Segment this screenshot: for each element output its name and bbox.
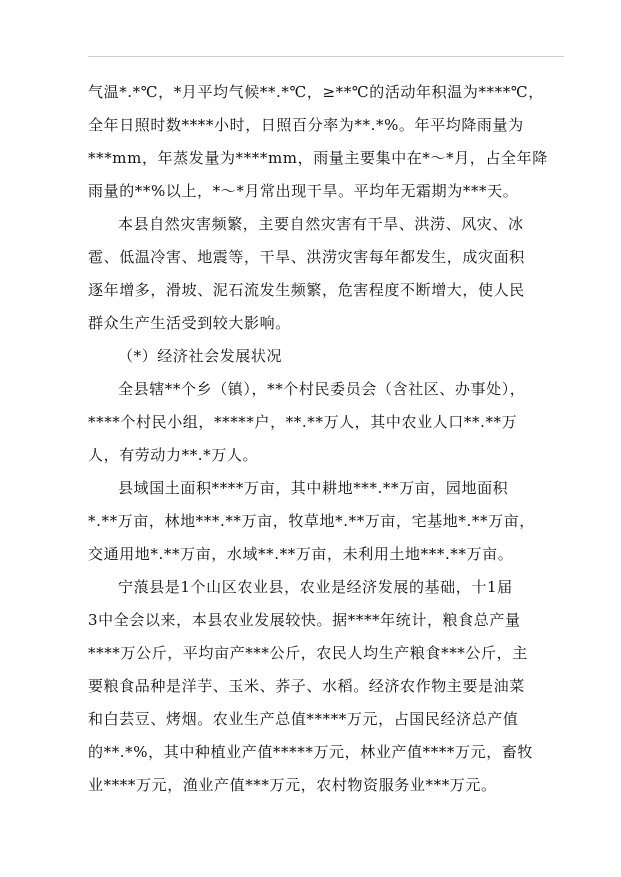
text-line: 3中全会以来，本县农业发展较快。据****年统计，粮食总产量 <box>88 611 521 629</box>
text-line: 县域国土面积****万亩，其中耕地***.**万亩，园地面积 <box>118 479 509 497</box>
text-line: 人，有劳动力**.*万人。 <box>88 446 259 464</box>
text-line: 本县自然灾害频繁，主要自然灾害有干旱、洪涝、风灾、冰 <box>118 215 524 233</box>
paragraph-population <box>88 373 568 472</box>
heading-text: （*）经济社会发展状况 <box>118 347 283 365</box>
header-rule <box>88 56 564 57</box>
text-line: ***mm，年蒸发量为****mm，雨量主要集中在*～*月，占全年降 <box>88 149 548 167</box>
text-line: ****个村民小组，*****户，**.**万人，其中农业人口**.**万 <box>88 413 518 431</box>
text-line: 要粮食品种是洋芋、玉米、荞子、水稻。经济农作物主要是油菜 <box>88 677 525 695</box>
text-line: *.**万亩，林地***.**万亩，牧草地*.**万亩，宅基地*.**万亩， <box>88 512 535 530</box>
document-body <box>88 76 568 802</box>
text-line: 群众生产生活受到较大影响。 <box>88 314 291 332</box>
text-line: 全年日照时数****小时，日照百分率为**.*%。年平均降雨量为 <box>88 116 524 134</box>
text-line: 业****万元，渔业产值***万元，农村物资服务业***万元。 <box>88 776 497 794</box>
text-line: 全县辖**个乡（镇），**个村民委员会（含社区、办事处）， <box>118 380 526 398</box>
text-line: 雨量的**%以上，*～*月常出现干旱。平均年无霜期为***天。 <box>88 182 519 200</box>
text-line: 雹、低温冷害、地震等，干旱、洪涝灾害每年都发生，成灾面积 <box>88 248 525 266</box>
text-line: 的**.*%，其中种植业产值*****万元，林业产值****万元，畜牧 <box>88 743 534 761</box>
text-line: 气温*.*℃，*月平均气候**.*℃，≥**℃的活动年积温为****℃， <box>88 83 544 101</box>
text-line: ****万公斤，平均亩产***公斤，农民人均生产粮食***公斤，主 <box>88 644 528 662</box>
text-line: 逐年增多，滑坡、泥石流发生频繁，危害程度不断增大，使人民 <box>88 281 525 299</box>
section-heading <box>88 340 568 373</box>
paragraph-climate <box>88 76 568 208</box>
text-line: 宁蒗县是1个山区农业县，农业是经济发展的基础，十1届 <box>118 578 513 596</box>
text-line: 交通用地*.**万亩，水域**.**万亩，未利用土地***.**万亩。 <box>88 545 514 563</box>
paragraph-disasters <box>88 208 568 340</box>
paragraph-agriculture <box>88 571 568 802</box>
paragraph-land <box>88 472 568 571</box>
text-line: 和白芸豆、烤烟。农业生产总值*****万元，占国民经济总产值 <box>88 710 519 728</box>
